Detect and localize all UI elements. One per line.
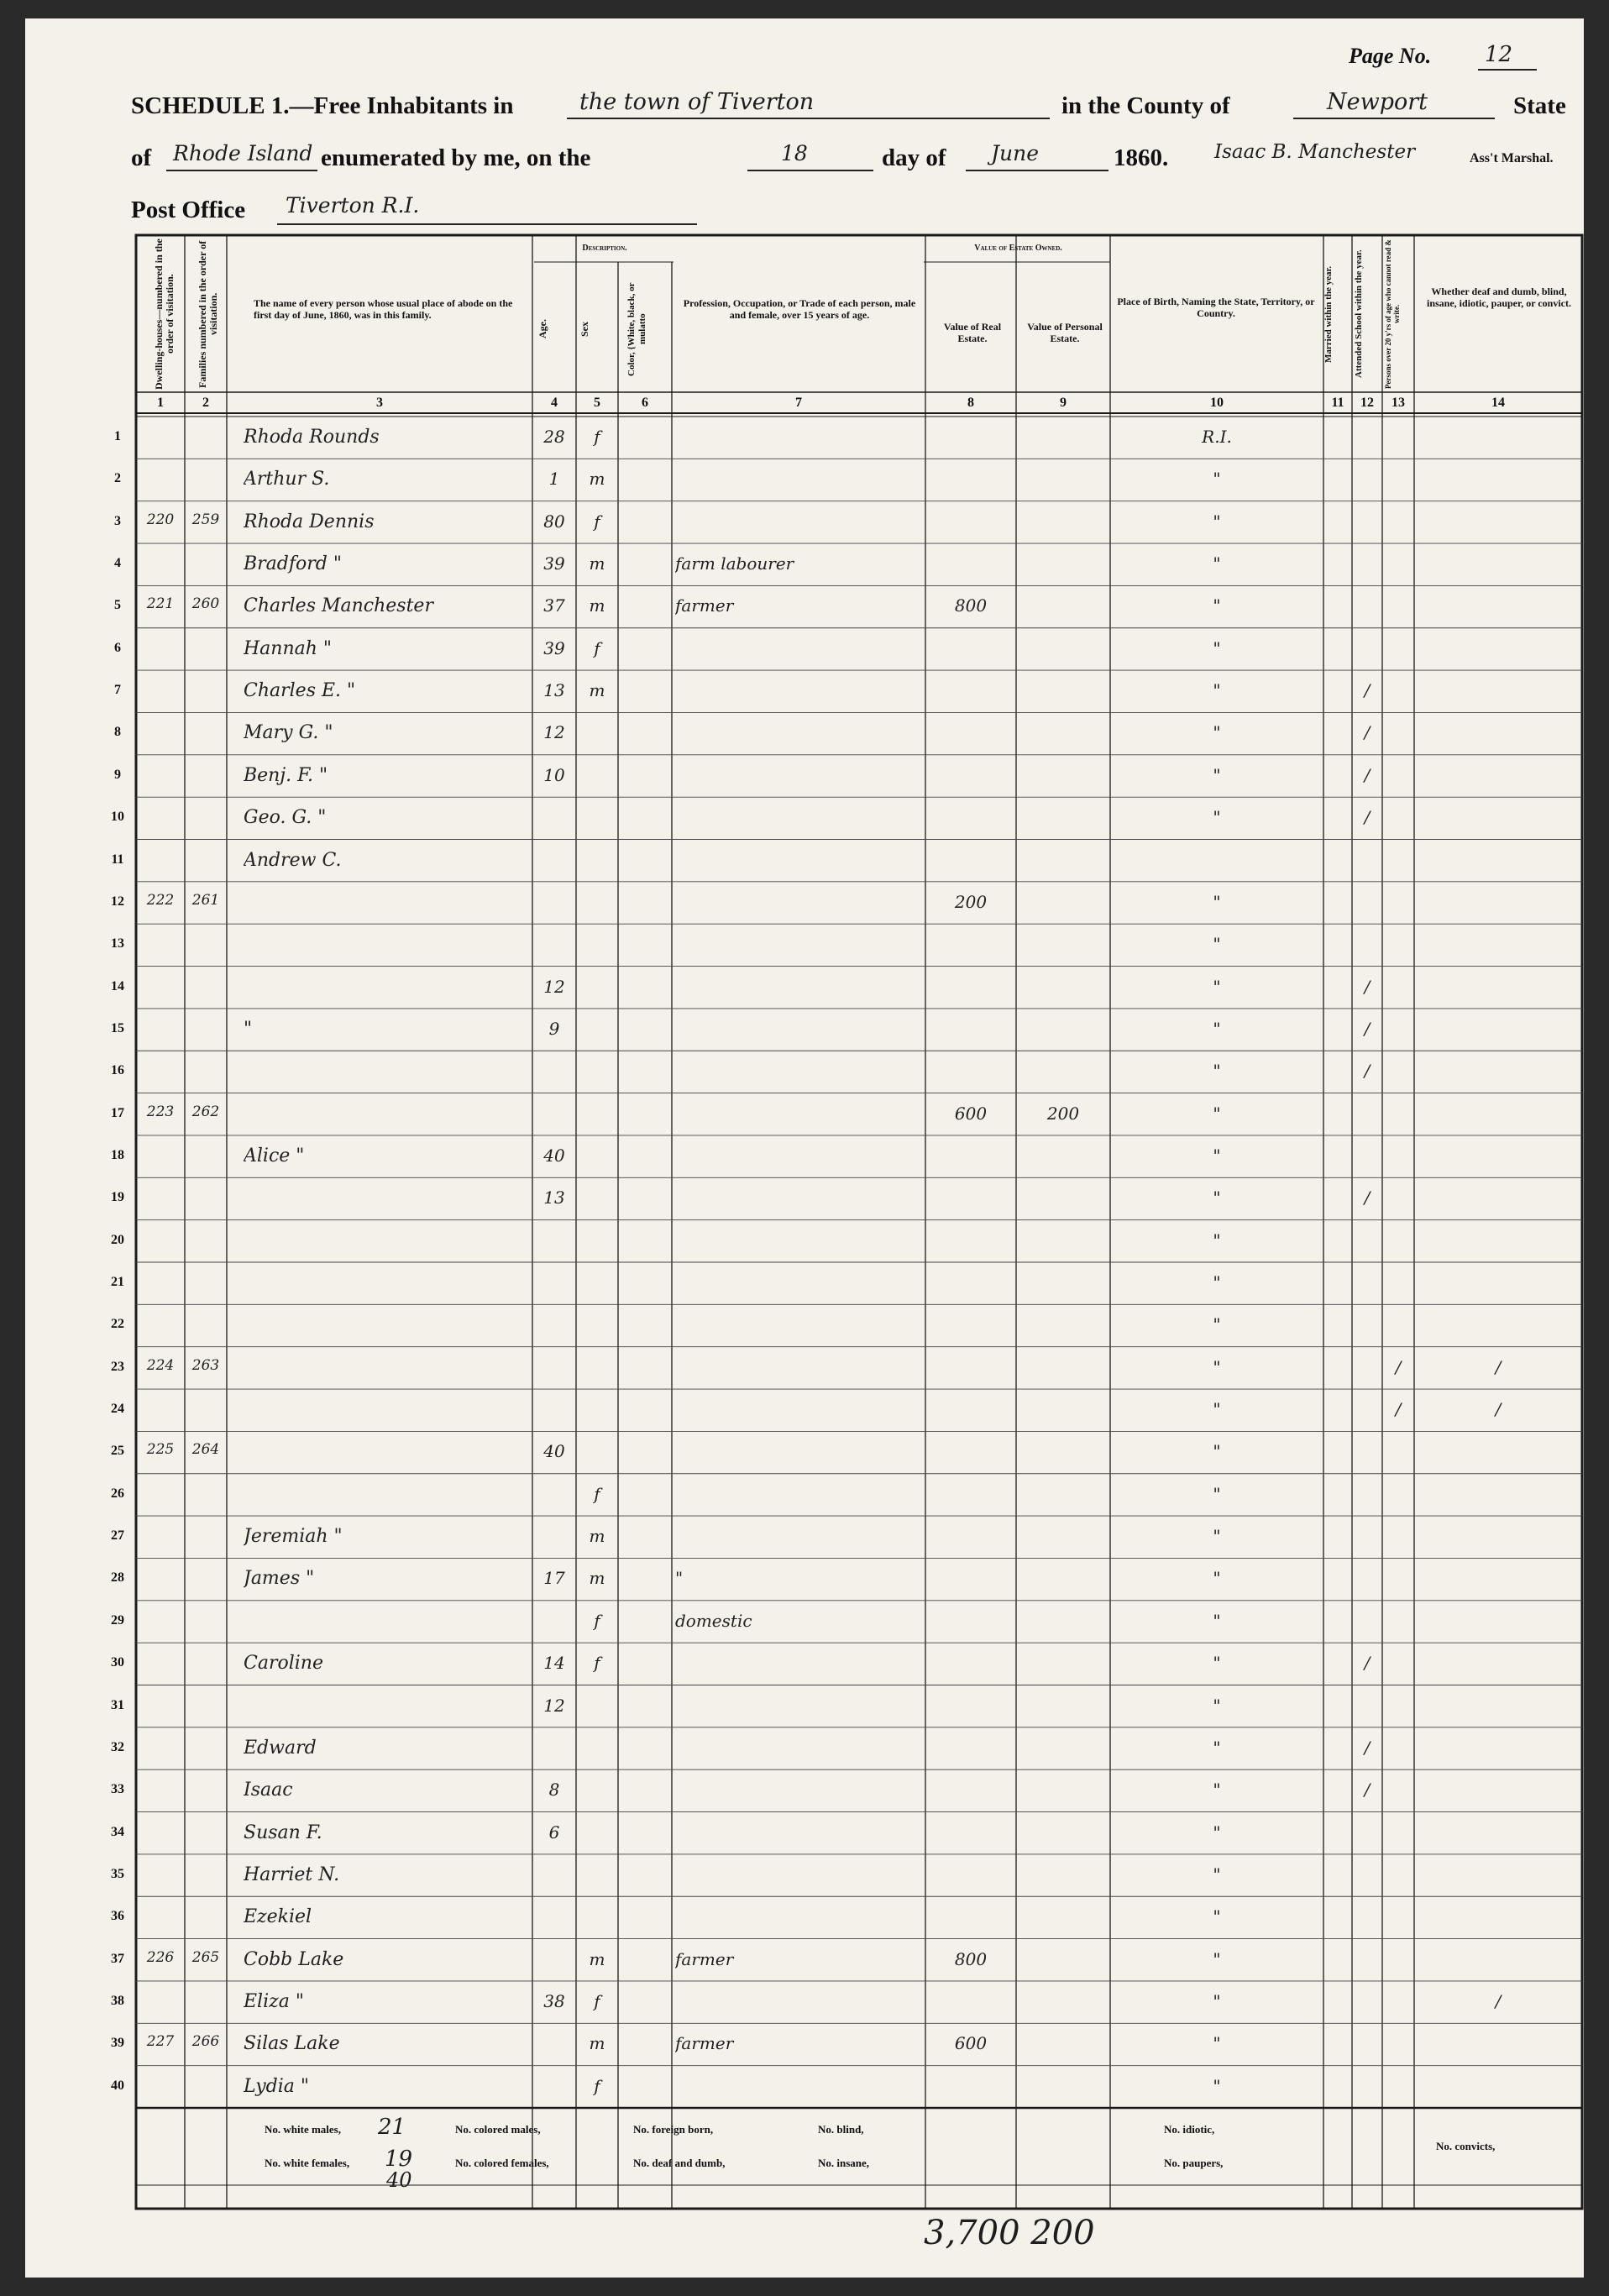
person-name: Alice " [244, 1145, 305, 1166]
birthplace: " [1213, 1399, 1221, 1420]
row-number: 40 [111, 2078, 124, 2093]
town-value: the town of Tiverton [579, 89, 815, 115]
person-name: Rhoda Rounds [244, 427, 380, 448]
white-males-label: No. white males, [265, 2123, 341, 2136]
person-name: James " [244, 1568, 315, 1590]
age: 1 [548, 469, 560, 490]
column-number: 5 [594, 396, 600, 410]
birthplace: " [1213, 1526, 1221, 1547]
foreign-born-label: No. foreign born, [633, 2123, 714, 2136]
person-name: Susan F. [244, 1822, 322, 1843]
row-number: 24 [111, 1402, 124, 1417]
dwelling-number: 227 [146, 2033, 175, 2051]
row-number: 21 [111, 1275, 124, 1289]
real-estate-value: 800 [954, 1948, 988, 1969]
person-name: Ezekiel [244, 1906, 312, 1928]
birthplace: " [1213, 1780, 1221, 1801]
row-number: 34 [111, 1824, 124, 1839]
family-number: 265 [191, 1948, 220, 1966]
row-number: 4 [114, 556, 121, 571]
birthplace: " [1213, 934, 1221, 955]
person-name: Hannah " [244, 637, 333, 659]
convicts-label: No. convicts, [1436, 2140, 1496, 2152]
birthplace: " [1213, 1356, 1221, 1377]
year-value: 1860. [1114, 144, 1169, 171]
sex: m [589, 680, 605, 701]
column-number: 7 [795, 396, 802, 410]
row-number: 32 [111, 1739, 124, 1754]
row-number: 10 [111, 810, 124, 825]
column-number: 1 [157, 396, 164, 410]
real-estate-value: 600 [954, 2033, 988, 2054]
age: 39 [543, 637, 565, 658]
deaf-dumb-label: No. deaf and dumb, [633, 2157, 726, 2169]
age: 13 [543, 1187, 565, 1208]
column-number: 13 [1391, 396, 1405, 410]
person-name: Benj. F. " [244, 764, 328, 786]
row-number: 17 [111, 1105, 124, 1120]
sex: f [594, 427, 600, 447]
occupation: domestic [675, 1610, 752, 1631]
age: 38 [543, 1990, 565, 2011]
row-number: 12 [111, 894, 124, 909]
family-number: 266 [191, 2033, 220, 2051]
marshal-label: Ass't Marshal. [1470, 151, 1554, 165]
person-name: Jeremiah " [244, 1526, 343, 1548]
family-number: 261 [191, 891, 220, 909]
attended-school-mark: / [1364, 1653, 1371, 1674]
row-number: 18 [111, 1147, 124, 1162]
state-value: Rhode Island [173, 141, 313, 165]
row-number: 31 [111, 1697, 124, 1712]
dwelling-number: 224 [146, 1356, 175, 1374]
person-name: Geo. G. " [244, 807, 327, 829]
birthplace: " [1213, 1653, 1221, 1674]
age: 40 [543, 1145, 565, 1166]
white-males-value: 21 [378, 2115, 406, 2140]
column-number: 12 [1360, 396, 1374, 410]
age: 80 [543, 511, 565, 532]
row-number: 3 [114, 513, 121, 528]
birthplace: " [1213, 764, 1221, 785]
column-number: 14 [1491, 396, 1505, 410]
sex: f [594, 1990, 600, 2011]
person-name: Mary G. " [244, 722, 333, 744]
col2-heading: Families numbered in the order of visitation. [197, 240, 219, 388]
row-number: 33 [111, 1782, 124, 1797]
row-number: 7 [114, 683, 121, 698]
row-number: 26 [111, 1486, 124, 1501]
row-number: 6 [114, 640, 121, 655]
county-value: Newport [1327, 89, 1428, 115]
age: 12 [543, 976, 565, 997]
age: 17 [543, 1568, 565, 1589]
person-name: Arthur S. [244, 469, 330, 490]
attended-school-mark: / [1364, 1061, 1371, 1082]
enumerated-label: enumerated by me, on the [321, 144, 591, 171]
estate-heading: Value of Estate Owned. [974, 244, 1062, 253]
day-label: day of [882, 144, 946, 171]
post-office-value: Tiverton R.I. [286, 193, 420, 218]
col3-heading: The name of every person whose usual place of abode on the first day of June, 1860, was in this family. [254, 297, 513, 321]
state-label: State [1513, 92, 1566, 119]
row-number: 13 [111, 936, 124, 951]
age: 14 [543, 1653, 565, 1674]
birthplace: " [1213, 1061, 1221, 1082]
row-number: 27 [111, 1528, 124, 1544]
person-name: Eliza " [244, 1990, 304, 2012]
white-females-value: 19 [385, 2147, 413, 2172]
row-number: 35 [111, 1866, 124, 1881]
birthplace: " [1213, 1906, 1221, 1927]
birthplace: " [1213, 1610, 1221, 1631]
birthplace: " [1213, 976, 1221, 997]
blind-label: No. blind, [818, 2123, 864, 2136]
person-name: Andrew C. [244, 849, 342, 871]
of-label: of [131, 144, 152, 171]
family-number: 263 [191, 1356, 220, 1374]
dwelling-number: 226 [146, 1948, 175, 1966]
sex: m [589, 1568, 605, 1589]
age: 28 [543, 427, 565, 447]
occupation: farmer [675, 595, 734, 616]
sex: m [589, 1948, 605, 1969]
birthplace: " [1213, 1314, 1221, 1335]
family-number: 264 [191, 1441, 220, 1459]
birthplace: " [1213, 1568, 1221, 1589]
age: 12 [543, 722, 565, 743]
person-name: Lydia " [244, 2075, 309, 2097]
age: 37 [543, 595, 565, 616]
post-office-label: Post Office [131, 197, 246, 223]
deaf-dumb-mark: / [1495, 1990, 1502, 2011]
age: 40 [543, 1441, 565, 1462]
sex: f [594, 637, 600, 658]
row-number: 5 [114, 598, 121, 613]
column-number: 4 [551, 396, 558, 410]
row-number: 38 [111, 1993, 124, 2008]
birthplace: " [1213, 1737, 1221, 1758]
real-estate-value: 200 [954, 891, 988, 912]
schedule-title: SCHEDULE 1.—Free Inhabitants in [131, 92, 514, 119]
column-number: 8 [967, 396, 974, 410]
cannot-read-write-mark: / [1395, 1399, 1402, 1420]
county-label: in the County of [1061, 92, 1230, 119]
dwelling-number: 221 [146, 595, 175, 613]
column-number: 9 [1060, 396, 1067, 410]
row-number: 1 [114, 429, 121, 443]
row-number: 9 [114, 767, 121, 782]
occupation: farm labourer [675, 553, 794, 574]
insane-label: No. insane, [818, 2157, 870, 2169]
person-name: Caroline [244, 1653, 323, 1675]
person-name: Bradford " [244, 553, 342, 575]
col6-heading: Color, {White, black, or mulatto [626, 282, 647, 376]
row-number: 30 [111, 1655, 124, 1670]
row-number: 36 [111, 1909, 124, 1924]
dwelling-number: 225 [146, 1441, 175, 1459]
col12-heading: Attended School within the year. [1354, 249, 1364, 379]
occupation: farmer [675, 2033, 734, 2054]
birthplace: " [1213, 1822, 1221, 1843]
family-number: 259 [191, 511, 220, 528]
row-number: 8 [114, 725, 121, 740]
age: 8 [548, 1780, 560, 1801]
page-number: 12 [1485, 42, 1513, 67]
sex: m [589, 469, 605, 490]
birthplace: " [1213, 1695, 1221, 1716]
sex: f [594, 2075, 600, 2096]
attended-school-mark: / [1364, 1187, 1371, 1208]
age: 12 [543, 1695, 565, 1716]
sex: m [589, 595, 605, 616]
dwelling-number: 223 [146, 1103, 175, 1120]
col10-heading: Place of Birth, Naming the State, Territory, or Country. [1117, 296, 1315, 319]
dwelling-number: 220 [146, 511, 175, 528]
row-number: 37 [111, 1951, 124, 1966]
birthplace: " [1213, 680, 1221, 701]
row-number: 14 [111, 978, 124, 993]
col14-heading: Whether deaf and dumb, blind, insane, idiotic, pauper, or convict. [1426, 286, 1571, 309]
birthplace: " [1213, 1018, 1221, 1039]
col8-heading: Value of Real Estate. [943, 321, 1002, 344]
marshal-name: Isaac B. Manchester [1214, 141, 1416, 163]
row-number: 25 [111, 1444, 124, 1459]
row-number: 28 [111, 1570, 124, 1586]
colored-males-label: No. colored males, [455, 2123, 541, 2136]
birthplace: " [1213, 553, 1221, 574]
birthplace: " [1213, 1990, 1221, 2011]
birthplace: " [1213, 1441, 1221, 1462]
column-number: 11 [1331, 396, 1344, 410]
birthplace: " [1213, 637, 1221, 658]
sex: m [589, 1526, 605, 1547]
attended-school-mark: / [1364, 764, 1371, 785]
row-number: 29 [111, 1612, 124, 1628]
person-name: Edward [244, 1737, 317, 1759]
family-number: 262 [191, 1103, 220, 1120]
column-number: 10 [1210, 396, 1224, 410]
column-number: 3 [376, 396, 383, 410]
paupers-label: No. paupers, [1164, 2157, 1224, 2169]
birthplace: " [1213, 1229, 1221, 1250]
column-number: 6 [642, 396, 648, 410]
attended-school-mark: / [1364, 722, 1371, 743]
birthplace: " [1213, 1187, 1221, 1208]
row-number: 2 [114, 471, 121, 486]
sex: f [594, 1610, 600, 1631]
birthplace: " [1213, 511, 1221, 532]
attended-school-mark: / [1364, 680, 1371, 701]
col9-heading: Value of Personal Estate. [1027, 321, 1103, 344]
white-females-label: No. white females, [265, 2157, 350, 2169]
birthplace: " [1213, 1483, 1221, 1504]
birthplace: " [1213, 2075, 1221, 2096]
col5-heading: Sex [579, 322, 590, 337]
month-value: June [991, 141, 1040, 165]
attended-school-mark: / [1364, 1737, 1371, 1758]
real-estate-value: 600 [954, 1103, 988, 1124]
dwelling-number: 222 [146, 891, 175, 909]
row-number: 23 [111, 1359, 124, 1374]
sex: f [594, 511, 600, 532]
person-name: Charles Manchester [244, 595, 433, 617]
real-estate-value: 800 [954, 595, 988, 616]
column-number: 2 [202, 396, 209, 410]
birthplace: " [1213, 469, 1221, 490]
page-label: Page No. [1349, 44, 1432, 68]
deaf-dumb-mark: / [1495, 1356, 1502, 1377]
sex: f [594, 1653, 600, 1674]
birthplace: " [1213, 1948, 1221, 1969]
person-name: Silas Lake [244, 2033, 340, 2055]
birthplace: R.I. [1202, 427, 1232, 447]
age: 9 [548, 1018, 560, 1039]
row-number: 22 [111, 1317, 124, 1332]
row-number: 39 [111, 2036, 124, 2051]
day-value: 18 [781, 141, 808, 165]
row-number: 20 [111, 1232, 124, 1247]
occupation: " [675, 1568, 684, 1589]
census-sheet [25, 18, 1584, 2278]
age: 39 [543, 553, 565, 574]
sex: m [589, 553, 605, 574]
cannot-read-write-mark: / [1395, 1356, 1402, 1377]
birthplace: " [1213, 1103, 1221, 1124]
sex: f [594, 1483, 600, 1504]
family-number: 260 [191, 595, 220, 613]
col1-heading: Dwelling-houses—numbered in the order of visitation. [153, 239, 176, 390]
person-name: Harriet N. [244, 1864, 340, 1885]
personal-estate-value: 200 [1046, 1103, 1080, 1124]
person-name: Charles E. " [244, 680, 356, 702]
person-name: Cobb Lake [244, 1948, 344, 1970]
total-persons-value: 40 [386, 2168, 412, 2192]
person-name: Isaac [244, 1780, 293, 1801]
colored-females-label: No. colored females, [455, 2157, 549, 2169]
idiotic-label: No. idiotic, [1164, 2123, 1215, 2136]
attended-school-mark: / [1364, 1018, 1371, 1039]
person-name: Rhoda Dennis [244, 511, 375, 532]
birthplace: " [1213, 1864, 1221, 1885]
sex: m [589, 2033, 605, 2054]
row-number: 19 [111, 1190, 124, 1205]
birthplace: " [1213, 2033, 1221, 2054]
deaf-dumb-mark: / [1495, 1399, 1502, 1420]
attended-school-mark: / [1364, 807, 1371, 828]
occupation: farmer [675, 1948, 734, 1969]
person-name: " [244, 1018, 253, 1040]
birthplace: " [1213, 1145, 1221, 1166]
age: 13 [543, 680, 565, 701]
birthplace: " [1213, 807, 1221, 828]
col11-heading: Married within the year. [1323, 265, 1334, 363]
birthplace: " [1213, 891, 1221, 912]
row-number: 15 [111, 1020, 124, 1035]
description-heading: Description. [582, 244, 627, 253]
col13-heading: Persons over 20 y'rs of age who cannot read & write. [1384, 239, 1401, 389]
age: 6 [548, 1822, 560, 1843]
row-number: 11 [111, 852, 124, 867]
birthplace: " [1213, 595, 1221, 616]
attended-school-mark: / [1364, 1780, 1371, 1801]
age: 10 [543, 764, 565, 785]
birthplace: " [1213, 722, 1221, 743]
col4-heading: Age. [537, 319, 548, 339]
estate-totals-note: 3,700 200 [924, 2214, 1095, 2252]
attended-school-mark: / [1364, 976, 1371, 997]
birthplace: " [1213, 1272, 1221, 1292]
col7-heading: Profession, Occupation, or Trade of each person, male and female, over 15 years of age. [683, 297, 916, 321]
row-number: 16 [111, 1063, 124, 1078]
